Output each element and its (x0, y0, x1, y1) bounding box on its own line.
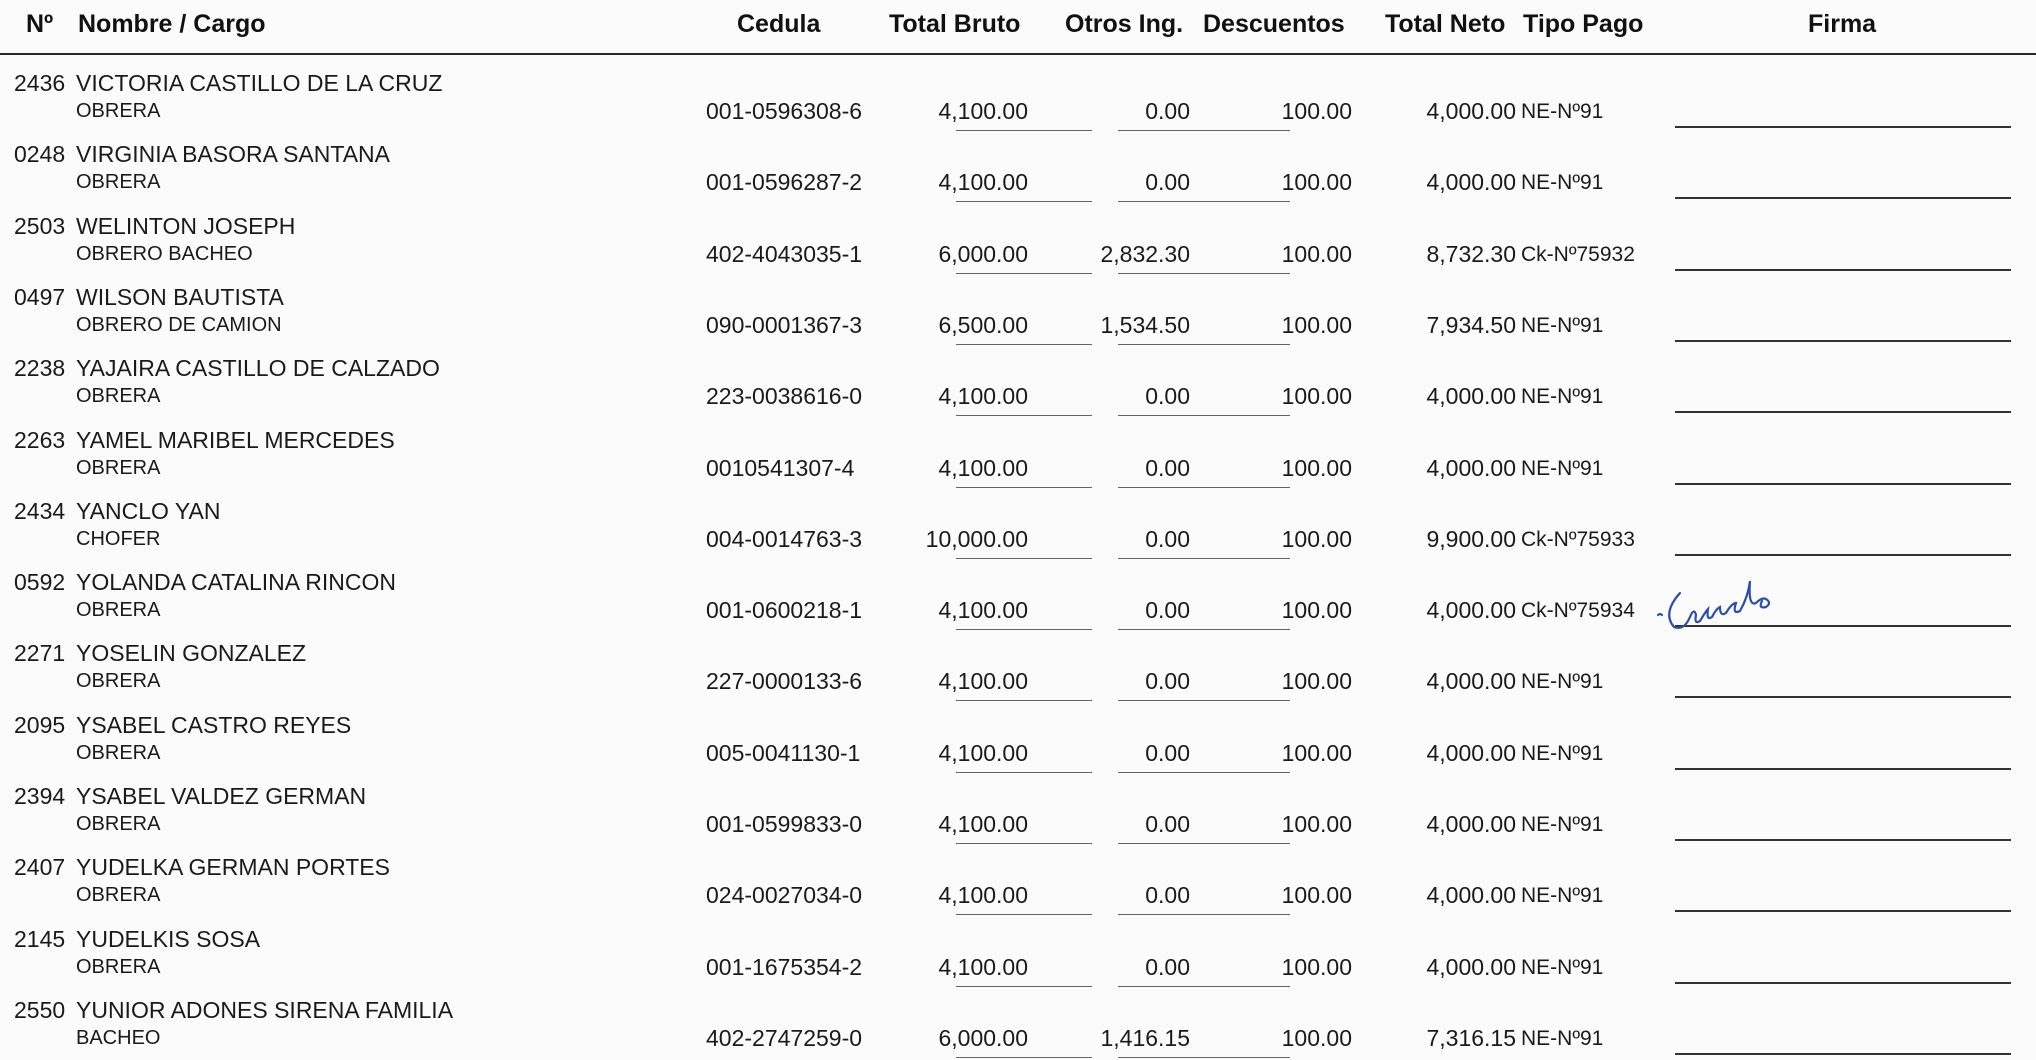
total-bruto-underline (956, 558, 1092, 559)
otros-ing-underline (1118, 914, 1290, 915)
otros-ing-value: 0.00 (1145, 739, 1190, 766)
employee-cargo: OBRERO DE CAMION (76, 313, 282, 336)
employee-number: 2145 (14, 925, 66, 952)
header-num: Nº (26, 10, 54, 38)
tipo-pago-value: NE-Nº91 (1521, 100, 1604, 123)
total-bruto-underline (956, 415, 1092, 416)
total-bruto-underline (956, 130, 1092, 131)
header-descuentos: Descuentos (1203, 10, 1345, 38)
firma-signature-line (1675, 910, 2011, 912)
total-neto-value: 4,000.00 (1426, 383, 1516, 410)
otros-ing-underline (1118, 843, 1290, 844)
firma-signature-line (1675, 340, 2011, 342)
total-bruto-value: 4,100.00 (938, 169, 1028, 196)
cedula-value: 001-1675354-2 (706, 953, 863, 980)
total-bruto-value: 4,100.00 (938, 383, 1028, 410)
table-row (0, 989, 2036, 1060)
firma-signature-line (1675, 839, 2011, 841)
firma-signature-line (1675, 269, 2011, 271)
tipo-pago-value: Ck-Nº75933 (1521, 527, 1635, 551)
employee-cargo: OBRERA (76, 955, 161, 978)
firma-signature-line (1675, 554, 2011, 556)
employee-number: 0592 (14, 569, 66, 596)
total-bruto-value: 6,000.00 (938, 240, 1028, 267)
otros-ing-value: 0.00 (1145, 454, 1190, 481)
otros-ing-underline (1118, 344, 1290, 345)
total-bruto-underline (956, 986, 1092, 987)
employee-number: 0248 (14, 141, 66, 168)
total-neto-value: 9,900.00 (1426, 525, 1516, 552)
tipo-pago-value: NE-Nº91 (1521, 741, 1604, 765)
otros-ing-value: 0.00 (1145, 811, 1190, 837)
descuentos-value: 100.00 (1281, 240, 1352, 267)
tipo-pago-value: Ck-Nº75934 (1521, 599, 1635, 623)
tipo-pago-value: NE-Nº91 (1521, 171, 1604, 195)
descuentos-value: 100.00 (1281, 454, 1352, 481)
total-neto-value: 4,000.00 (1426, 953, 1516, 980)
employee-cargo: OBRERA (76, 100, 161, 122)
employee-number: 2503 (14, 212, 66, 239)
descuentos-value: 100.00 (1281, 383, 1352, 410)
header-firma: Firma (1808, 10, 1877, 38)
employee-cargo: OBRERA (76, 670, 161, 693)
total-neto-value: 8,732.30 (1426, 240, 1516, 267)
total-neto-value: 7,934.50 (1426, 311, 1516, 338)
employee-name: YSABEL CASTRO REYES (76, 711, 352, 738)
table-row (0, 205, 2036, 276)
header-cedula: Cedula (737, 10, 821, 38)
table-row (0, 632, 2036, 703)
descuentos-value: 100.00 (1281, 668, 1352, 695)
tipo-pago-value: NE-Nº91 (1521, 670, 1604, 694)
table-row (0, 704, 2036, 775)
employee-cargo: OBRERO BACHEO (76, 242, 253, 265)
employee-number: 2095 (14, 711, 66, 738)
otros-ing-underline (1118, 700, 1290, 701)
employee-cargo: OBRERA (76, 741, 161, 764)
tipo-pago-value: NE-Nº91 (1521, 813, 1604, 836)
firma-signature-line (1675, 1053, 2011, 1055)
header-nombre-cargo: Nombre / Cargo (78, 10, 266, 38)
total-bruto-value: 4,100.00 (938, 597, 1028, 624)
firma-signature-line (1675, 696, 2011, 698)
total-bruto-value: 6,500.00 (938, 311, 1028, 338)
table-row (0, 133, 2036, 204)
cedula-value: 001-0596287-2 (706, 169, 863, 196)
total-bruto-underline (956, 914, 1092, 915)
employee-cargo: OBRERA (76, 456, 161, 479)
otros-ing-underline (1118, 558, 1290, 559)
cedula-value: 402-4043035-1 (706, 240, 863, 267)
cedula-value: 024-0027034-0 (706, 882, 863, 909)
total-neto-value: 4,000.00 (1426, 98, 1516, 124)
total-bruto-value: 4,100.00 (938, 882, 1028, 909)
total-bruto-value: 4,100.00 (938, 811, 1028, 837)
descuentos-value: 100.00 (1281, 311, 1352, 338)
firma-signature-line (1675, 768, 2011, 770)
tipo-pago-value: NE-Nº91 (1521, 884, 1604, 908)
cedula-value: 001-0596308-6 (706, 98, 863, 124)
total-bruto-underline (956, 629, 1092, 630)
otros-ing-underline (1118, 130, 1290, 131)
otros-ing-underline (1118, 772, 1290, 773)
employee-name: YUNIOR ADONES SIRENA FAMILIA (76, 996, 454, 1023)
total-bruto-underline (956, 772, 1092, 773)
otros-ing-underline (1118, 487, 1290, 488)
table-row (0, 775, 2036, 846)
tipo-pago-value: Ck-Nº75932 (1521, 242, 1635, 266)
total-bruto-underline (956, 344, 1092, 345)
firma-signature-line (1675, 126, 2011, 128)
otros-ing-value: 1,534.50 (1100, 311, 1190, 338)
total-neto-value: 4,000.00 (1426, 597, 1516, 624)
descuentos-value: 100.00 (1281, 811, 1352, 837)
otros-ing-value: 0.00 (1145, 597, 1190, 624)
otros-ing-value: 0.00 (1145, 383, 1190, 410)
header-total-bruto: Total Bruto (889, 10, 1021, 38)
employee-cargo: OBRERA (76, 813, 161, 835)
tipo-pago-value: NE-Nº91 (1521, 955, 1604, 979)
total-bruto-underline (956, 487, 1092, 488)
cedula-value: 0010541307-4 (706, 454, 855, 481)
descuentos-value: 100.00 (1281, 1024, 1352, 1051)
total-bruto-value: 4,100.00 (938, 98, 1028, 124)
table-row (0, 846, 2036, 917)
tipo-pago-value: NE-Nº91 (1521, 456, 1604, 480)
otros-ing-value: 0.00 (1145, 953, 1190, 980)
employee-cargo: OBRERA (76, 171, 161, 194)
total-neto-value: 4,000.00 (1426, 169, 1516, 196)
total-neto-value: 4,000.00 (1426, 739, 1516, 766)
tipo-pago-value: NE-Nº91 (1521, 313, 1604, 337)
cedula-value: 001-0599833-0 (706, 811, 863, 837)
total-bruto-value: 4,100.00 (938, 953, 1028, 980)
employee-name: YOLANDA CATALINA RINCON (76, 569, 396, 596)
employee-name: YAMEL MARIBEL MERCEDES (76, 426, 395, 453)
employee-number: 2436 (14, 70, 66, 96)
employee-name: YOSELIN GONZALEZ (76, 640, 307, 667)
employee-number: 2271 (14, 640, 66, 667)
tipo-pago-value: NE-Nº91 (1521, 385, 1604, 409)
header-total-neto: Total Neto (1385, 10, 1506, 38)
descuentos-value: 100.00 (1281, 525, 1352, 552)
employee-number: 2238 (14, 355, 66, 382)
table-row (0, 918, 2036, 989)
total-bruto-underline (956, 843, 1092, 844)
otros-ing-value: 1,416.15 (1100, 1024, 1190, 1051)
employee-number: 2394 (14, 783, 66, 809)
otros-ing-underline (1118, 415, 1290, 416)
descuentos-value: 100.00 (1281, 739, 1352, 766)
employee-name: YAJAIRA CASTILLO DE CALZADO (76, 355, 440, 382)
total-bruto-value: 10,000.00 (925, 525, 1028, 552)
otros-ing-underline (1118, 201, 1290, 202)
employee-name: VICTORIA CASTILLO DE LA CRUZ (76, 70, 443, 96)
total-neto-value: 4,000.00 (1426, 668, 1516, 695)
cedula-value: 223-0038616-0 (706, 383, 863, 410)
table-row (0, 276, 2036, 347)
employee-name: WELINTON JOSEPH (76, 212, 296, 239)
total-neto-value: 7,316.15 (1426, 1024, 1516, 1051)
total-bruto-value: 4,100.00 (938, 454, 1028, 481)
otros-ing-value: 2,832.30 (1100, 240, 1190, 267)
otros-ing-underline (1118, 986, 1290, 987)
cedula-value: 227-0000133-6 (706, 668, 863, 695)
total-bruto-underline (956, 700, 1092, 701)
firma-signature-line (1675, 197, 2011, 199)
tipo-pago-value: NE-Nº91 (1521, 1026, 1604, 1050)
employee-number: 2263 (14, 426, 66, 453)
employee-cargo: BACHEO (76, 1026, 161, 1049)
descuentos-value: 100.00 (1281, 953, 1352, 980)
cedula-value: 005-0041130-1 (706, 739, 861, 766)
otros-ing-value: 0.00 (1145, 525, 1190, 552)
employee-name: YANCLO YAN (76, 497, 221, 524)
employee-cargo: CHOFER (76, 527, 161, 550)
cedula-value: 402-2747259-0 (706, 1024, 863, 1051)
total-neto-value: 4,000.00 (1426, 454, 1516, 481)
total-bruto-value: 4,100.00 (938, 739, 1028, 766)
cedula-value: 090-0001367-3 (706, 311, 863, 338)
table-row (0, 419, 2036, 490)
employee-name: WILSON BAUTISTA (76, 283, 284, 310)
total-neto-value: 4,000.00 (1426, 882, 1516, 909)
header-rule (0, 53, 2036, 55)
table-row (0, 347, 2036, 418)
total-bruto-value: 6,000.00 (938, 1024, 1028, 1051)
table-row (0, 62, 2036, 133)
employee-cargo: OBRERA (76, 884, 161, 907)
table-row (0, 561, 2036, 632)
employee-name: VIRGINIA BASORA SANTANA (76, 141, 390, 168)
otros-ing-value: 0.00 (1145, 169, 1190, 196)
otros-ing-underline (1118, 629, 1290, 630)
cedula-value: 004-0014763-3 (706, 525, 863, 552)
otros-ing-value: 0.00 (1145, 668, 1190, 695)
cedula-value: 001-0600218-1 (706, 597, 863, 624)
otros-ing-value: 0.00 (1145, 882, 1190, 909)
descuentos-value: 100.00 (1281, 98, 1352, 124)
employee-name: YUDELKIS SOSA (76, 925, 261, 952)
employee-number: 2550 (14, 996, 66, 1023)
otros-ing-underline (1118, 273, 1290, 274)
total-bruto-underline (956, 201, 1092, 202)
employee-cargo: OBRERA (76, 599, 161, 622)
descuentos-value: 100.00 (1281, 597, 1352, 624)
firma-signature-line (1675, 411, 2011, 413)
descuentos-value: 100.00 (1281, 882, 1352, 909)
total-neto-value: 4,000.00 (1426, 811, 1516, 837)
total-bruto-underline (956, 273, 1092, 274)
firma-signature-line (1675, 982, 2011, 984)
employee-cargo: OBRERA (76, 385, 161, 408)
header-tipo-pago: Tipo Pago (1523, 10, 1644, 38)
handwritten-signature (1650, 575, 1840, 637)
otros-ing-value: 0.00 (1145, 98, 1190, 124)
table-row (0, 490, 2036, 561)
total-bruto-value: 4,100.00 (938, 668, 1028, 695)
employee-name: YUDELKA GERMAN PORTES (76, 854, 390, 881)
header-otros-ing: Otros Ing. (1065, 10, 1184, 38)
employee-number: 2434 (14, 497, 66, 524)
employee-name: YSABEL VALDEZ GERMAN (76, 783, 367, 809)
descuentos-value: 100.00 (1281, 169, 1352, 196)
firma-signature-line (1675, 483, 2011, 485)
employee-number: 2407 (14, 854, 66, 881)
employee-number: 0497 (14, 283, 66, 310)
